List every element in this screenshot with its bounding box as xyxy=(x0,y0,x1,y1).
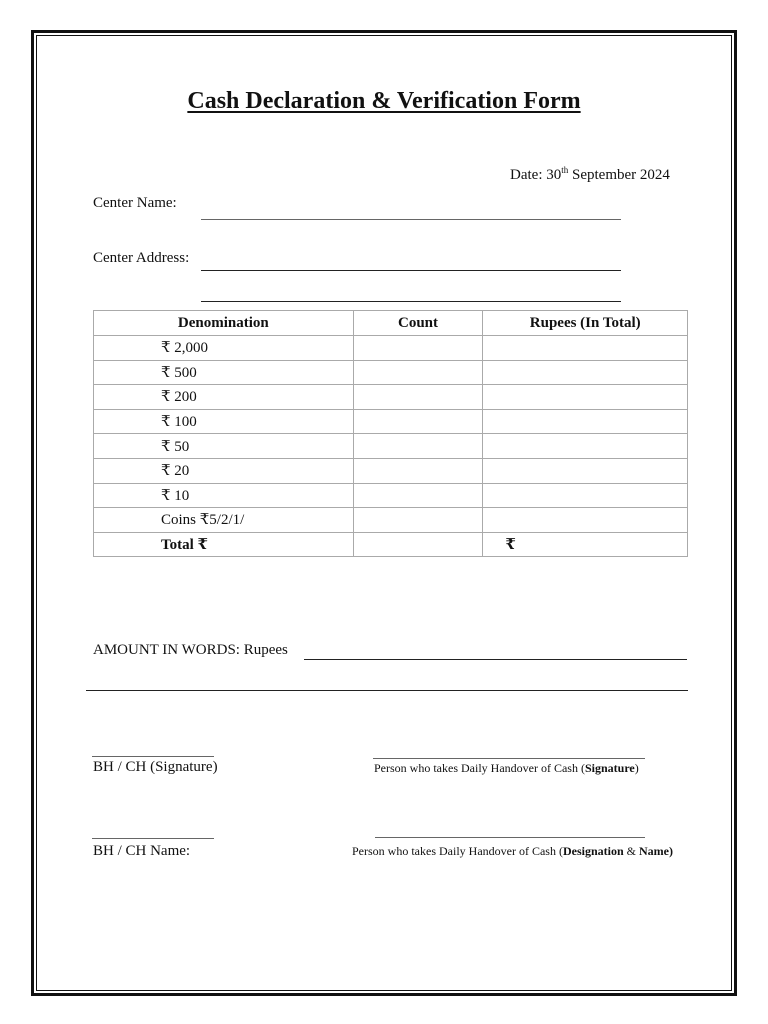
total-count-cell[interactable] xyxy=(353,532,483,557)
center-address-label: Center Address: xyxy=(93,250,190,266)
count-cell[interactable] xyxy=(353,434,483,459)
bh-signature-line[interactable] xyxy=(92,756,214,757)
table-row xyxy=(94,336,688,361)
table-row xyxy=(94,409,688,434)
denomination-cell: ₹ 20 xyxy=(94,458,354,483)
total-label-cell: Total ₹ xyxy=(94,532,354,557)
center-address-line-2[interactable] xyxy=(201,301,621,302)
count-cell[interactable] xyxy=(353,385,483,410)
center-name-label: Center Name: xyxy=(93,195,177,211)
center-address-line-1[interactable] xyxy=(201,270,621,271)
table-row xyxy=(94,385,688,410)
rupees-cell[interactable] xyxy=(483,409,688,434)
count-cell[interactable] xyxy=(353,360,483,385)
total-rupees-cell[interactable]: ₹ xyxy=(483,532,688,557)
rupees-cell[interactable] xyxy=(483,385,688,410)
handover-signature-label: Person who takes Daily Handover of Cash (Signature) xyxy=(374,761,639,775)
table-total-row xyxy=(94,532,688,557)
table-row xyxy=(94,483,688,508)
form-date: Date: 30th September 2024 xyxy=(510,165,670,183)
table-row xyxy=(94,360,688,385)
table-row xyxy=(94,508,688,533)
rupees-cell[interactable] xyxy=(483,360,688,385)
handover-signature-line[interactable] xyxy=(373,758,645,759)
denomination-cell: ₹ 50 xyxy=(94,434,354,459)
header-count: Count xyxy=(353,311,483,336)
handover-name-label: Person who takes Daily Handover of Cash (Designation & Name) xyxy=(352,844,673,858)
denomination-cell: ₹ 2,000 xyxy=(94,336,354,361)
rupees-cell[interactable] xyxy=(483,458,688,483)
count-cell[interactable] xyxy=(353,508,483,533)
denomination-cell: Coins ₹5/2/1/ xyxy=(94,508,354,533)
form-title: Cash Declaration & Verification Form xyxy=(187,88,581,114)
count-cell[interactable] xyxy=(353,458,483,483)
table-row xyxy=(94,434,688,459)
denomination-cell: ₹ 10 xyxy=(94,483,354,508)
amount-in-words-line[interactable] xyxy=(304,659,687,660)
denomination-cell: ₹ 200 xyxy=(94,385,354,410)
handover-name-line[interactable] xyxy=(375,837,645,838)
bh-name-line[interactable] xyxy=(92,838,214,839)
table-header-row xyxy=(94,311,688,336)
denomination-cell: ₹ 100 xyxy=(94,409,354,434)
rupees-cell[interactable] xyxy=(483,508,688,533)
bh-signature-label: BH / CH (Signature) xyxy=(93,759,218,775)
rupees-cell[interactable] xyxy=(483,434,688,459)
header-denomination: Denomination xyxy=(94,311,354,336)
rupees-cell[interactable] xyxy=(483,336,688,361)
amount-in-words-label: AMOUNT IN WORDS: Rupees xyxy=(93,642,288,658)
bh-name-label: BH / CH Name: xyxy=(93,843,191,859)
table-row xyxy=(94,458,688,483)
denomination-cell: ₹ 500 xyxy=(94,360,354,385)
count-cell[interactable] xyxy=(353,336,483,361)
header-rupees-total: Rupees (In Total) xyxy=(483,311,688,336)
denomination-table xyxy=(93,310,688,557)
count-cell[interactable] xyxy=(353,409,483,434)
rupees-cell[interactable] xyxy=(483,483,688,508)
amount-in-words-line-2[interactable] xyxy=(86,690,688,691)
count-cell[interactable] xyxy=(353,483,483,508)
center-name-field-line[interactable] xyxy=(201,219,621,220)
